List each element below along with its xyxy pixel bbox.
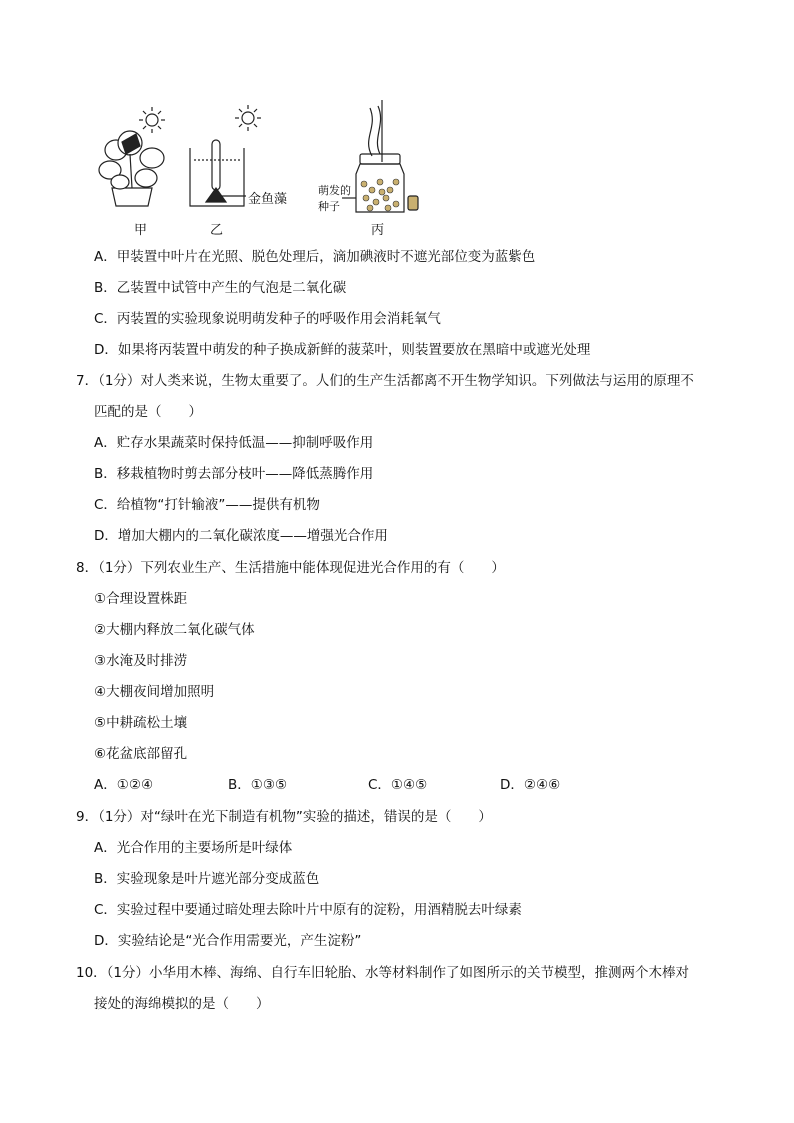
- q8-stem: 8．（1分）下列农业生产、生活措施中能体现促进光合作用的有（ ）: [76, 560, 505, 576]
- q8-item-1: ①合理设置株距: [94, 591, 188, 607]
- q6-option-c: C．丙装置的实验现象说明萌发种子的呼吸作用会消耗氧气: [94, 311, 441, 327]
- q9-option-d: D．实验结论是“光合作用需要光，产生淀粉”: [94, 933, 362, 949]
- q8-option-a: A．①②④: [94, 777, 154, 793]
- q8-item-3: ③水淹及时排涝: [94, 653, 188, 669]
- q9-option-a: A．光合作用的主要场所是叶绿体: [94, 840, 293, 856]
- jar-icon: [342, 100, 418, 212]
- potted-plant-icon: [99, 131, 164, 206]
- seed-label-line2: 种子: [318, 200, 340, 213]
- q9-option-b: B．实验现象是叶片遮光部分变成蓝色: [94, 871, 320, 887]
- q6-option-d: D．如果将丙装置中萌发的种子换成新鲜的菠菜叶，则装置要放在黑暗中或遮光处理: [94, 342, 591, 358]
- q8-item-2: ②大棚内释放二氧化碳气体: [94, 622, 255, 638]
- apparatus-illustration: [90, 98, 430, 238]
- q7-option-d: D．增加大棚内的二氧化碳浓度——增强光合作用: [94, 528, 388, 544]
- apparatus-label-yi: 乙: [210, 223, 224, 238]
- q7-stem-line2: 匹配的是（ ）: [94, 404, 202, 420]
- q8-item-4: ④大棚夜间增加照明: [94, 684, 215, 700]
- sun-icon: [235, 105, 261, 131]
- beaker-icon: [190, 140, 246, 206]
- q10-stem-line1: 10．（1分）小华用木棒、海绵、自行车旧轮胎、水等材料制作了如图所示的关节模型，推测两个木棒对: [76, 965, 690, 981]
- q8-item-5: ⑤中耕疏松土壤: [94, 715, 188, 731]
- apparatus-label-bing: 丙: [371, 223, 385, 238]
- q8-option-d: D．②④⑥: [500, 777, 561, 793]
- q8-option-c: C．①④⑤: [368, 777, 428, 793]
- apparatus-label-jia: 甲: [134, 223, 148, 238]
- seed-label-line1: 萌发的: [318, 184, 351, 197]
- q7-option-a: A．贮存水果蔬菜时保持低温——抑制呼吸作用: [94, 435, 374, 451]
- q8-option-b: B．①③⑤: [228, 777, 288, 793]
- q9-stem: 9．（1分）对“绿叶在光下制造有机物”实验的描述，错误的是（ ）: [76, 809, 492, 825]
- q6-option-b: B．乙装置中试管中产生的气泡是二氧化碳: [94, 280, 347, 296]
- q7-stem-line1: 7．（1分）对人类来说，生物太重要了。人们的生产生活都离不开生物学知识。下列做法与运用的原理不: [76, 373, 694, 389]
- goldfish-weed-label: 金鱼藻: [248, 192, 288, 207]
- q8-item-6: ⑥花盆底部留孔: [94, 746, 188, 762]
- q7-option-c: C．给植物“打针输液”——提供有机物: [94, 497, 320, 513]
- q7-option-b: B．移栽植物时剪去部分枝叶——降低蒸腾作用: [94, 466, 374, 482]
- experiment-figure: [90, 98, 430, 238]
- q6-option-a: A．甲装置中叶片在光照、脱色处理后，滴加碘液时不遮光部位变为蓝紫色: [94, 249, 536, 265]
- q10-stem-line2: 接处的海绵模拟的是（ ）: [94, 996, 270, 1012]
- sun-icon: [139, 107, 165, 133]
- q9-option-c: C．实验过程中要通过暗处理去除叶片中原有的淀粉，用酒精脱去叶绿素: [94, 902, 522, 918]
